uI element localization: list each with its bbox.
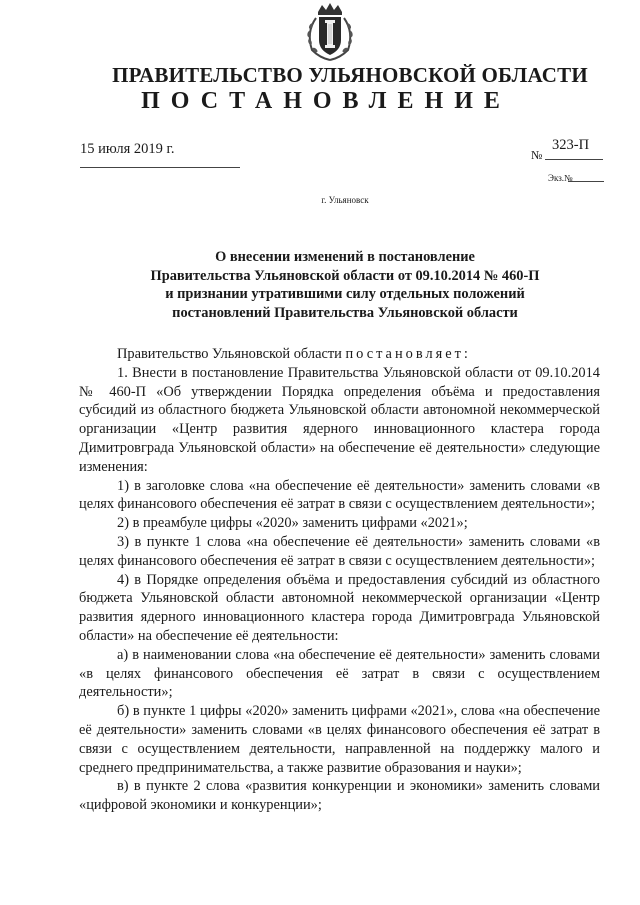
intro-subject: Правительство Ульяновской области — [117, 346, 342, 362]
document-type: ПОСТАНОВЛЕНИЕ — [141, 88, 511, 114]
number-underline — [545, 159, 603, 160]
coat-of-arms-icon — [302, 2, 358, 62]
title-line: О внесении изменений в постановление — [215, 249, 475, 265]
document-number: 323-П — [552, 137, 590, 153]
number-sign: № — [531, 148, 543, 162]
intro-verb: постановляет: — [345, 346, 471, 362]
body-paragraph: а) в наименовании слова «на обеспечение её деятельности» заменить словами «в целях финансового обеспечения её затрат в связи с осуществлением деятельности»; — [79, 646, 600, 701]
title-line: постановлений Правительства Ульяновской области — [172, 304, 518, 321]
document-title — [110, 248, 580, 322]
body-paragraph: в) в пункте 2 слова «развития конкуренции и экономики» заменить словами «цифровой экономики и конкуренции»; — [79, 778, 600, 814]
body-paragraph: 2) в преамбуле цифры «2020» заменить цифрами «2021»; — [117, 515, 468, 532]
body-paragraph: 1) в заголовке слова «на обеспечение её деятельности» заменить словами «в целях финансового обеспечения её затрат в связи с осуществлением деятельности»; — [79, 477, 600, 513]
document-body — [79, 345, 600, 815]
body-paragraph: 3) в пункте 1 слова «на обеспечение её деятельности» заменить словами «в целях финансового обеспечения её затрат в связи с осуществлением деятельности»; — [79, 533, 600, 569]
document-date: 15 июля 2019 г. — [80, 141, 175, 157]
body-paragraph: б) в пункте 1 цифры «2020» заменить цифрами «2021», слова «на обеспечение её деятельности» заменить словами «в целях финансового обеспечения её затрат в связи с осуществлением деятельности, направленной на поддержку малого и среднего предпринимательства, а также развитие образования и науки»; — [79, 703, 600, 776]
title-line: Правительства Ульяновской области от 09.10.2014 № 460-П — [150, 267, 540, 284]
government-name: ПРАВИТЕЛЬСТВО УЛЬЯНОВСКОЙ ОБЛАСТИ — [112, 63, 588, 87]
title-line: и признании утратившими силу отдельных положений — [165, 286, 525, 303]
intro-paragraph — [79, 345, 600, 364]
copy-number-underline — [568, 181, 604, 182]
date-underline — [80, 167, 240, 168]
body-paragraph: 1. Внести в постановление Правительства Ульяновской области от 09.10.2014 № 460-П «Об утверждении Порядка определения объёма и предоставления субсидий из областного бюджета Ульяновской области автономной некоммерческой организации «Центр развития ядерного инновационного кластера города Димитровграда Ульяновской области» на обеспечение её деятельности» следующие изменения: — [79, 364, 600, 475]
body-paragraph: 4) в Порядке определения объёма и предоставления субсидий из областного бюджета Ульяновской области автономной некоммерческой организации «Центр развития ядерного инновационного кластера города Димитровграда Ульяновской области» на обеспечение её деятельности: — [79, 571, 600, 644]
city-name: г. Ульяновск — [321, 195, 369, 205]
copy-number-label: Экз.№ — [548, 173, 573, 183]
